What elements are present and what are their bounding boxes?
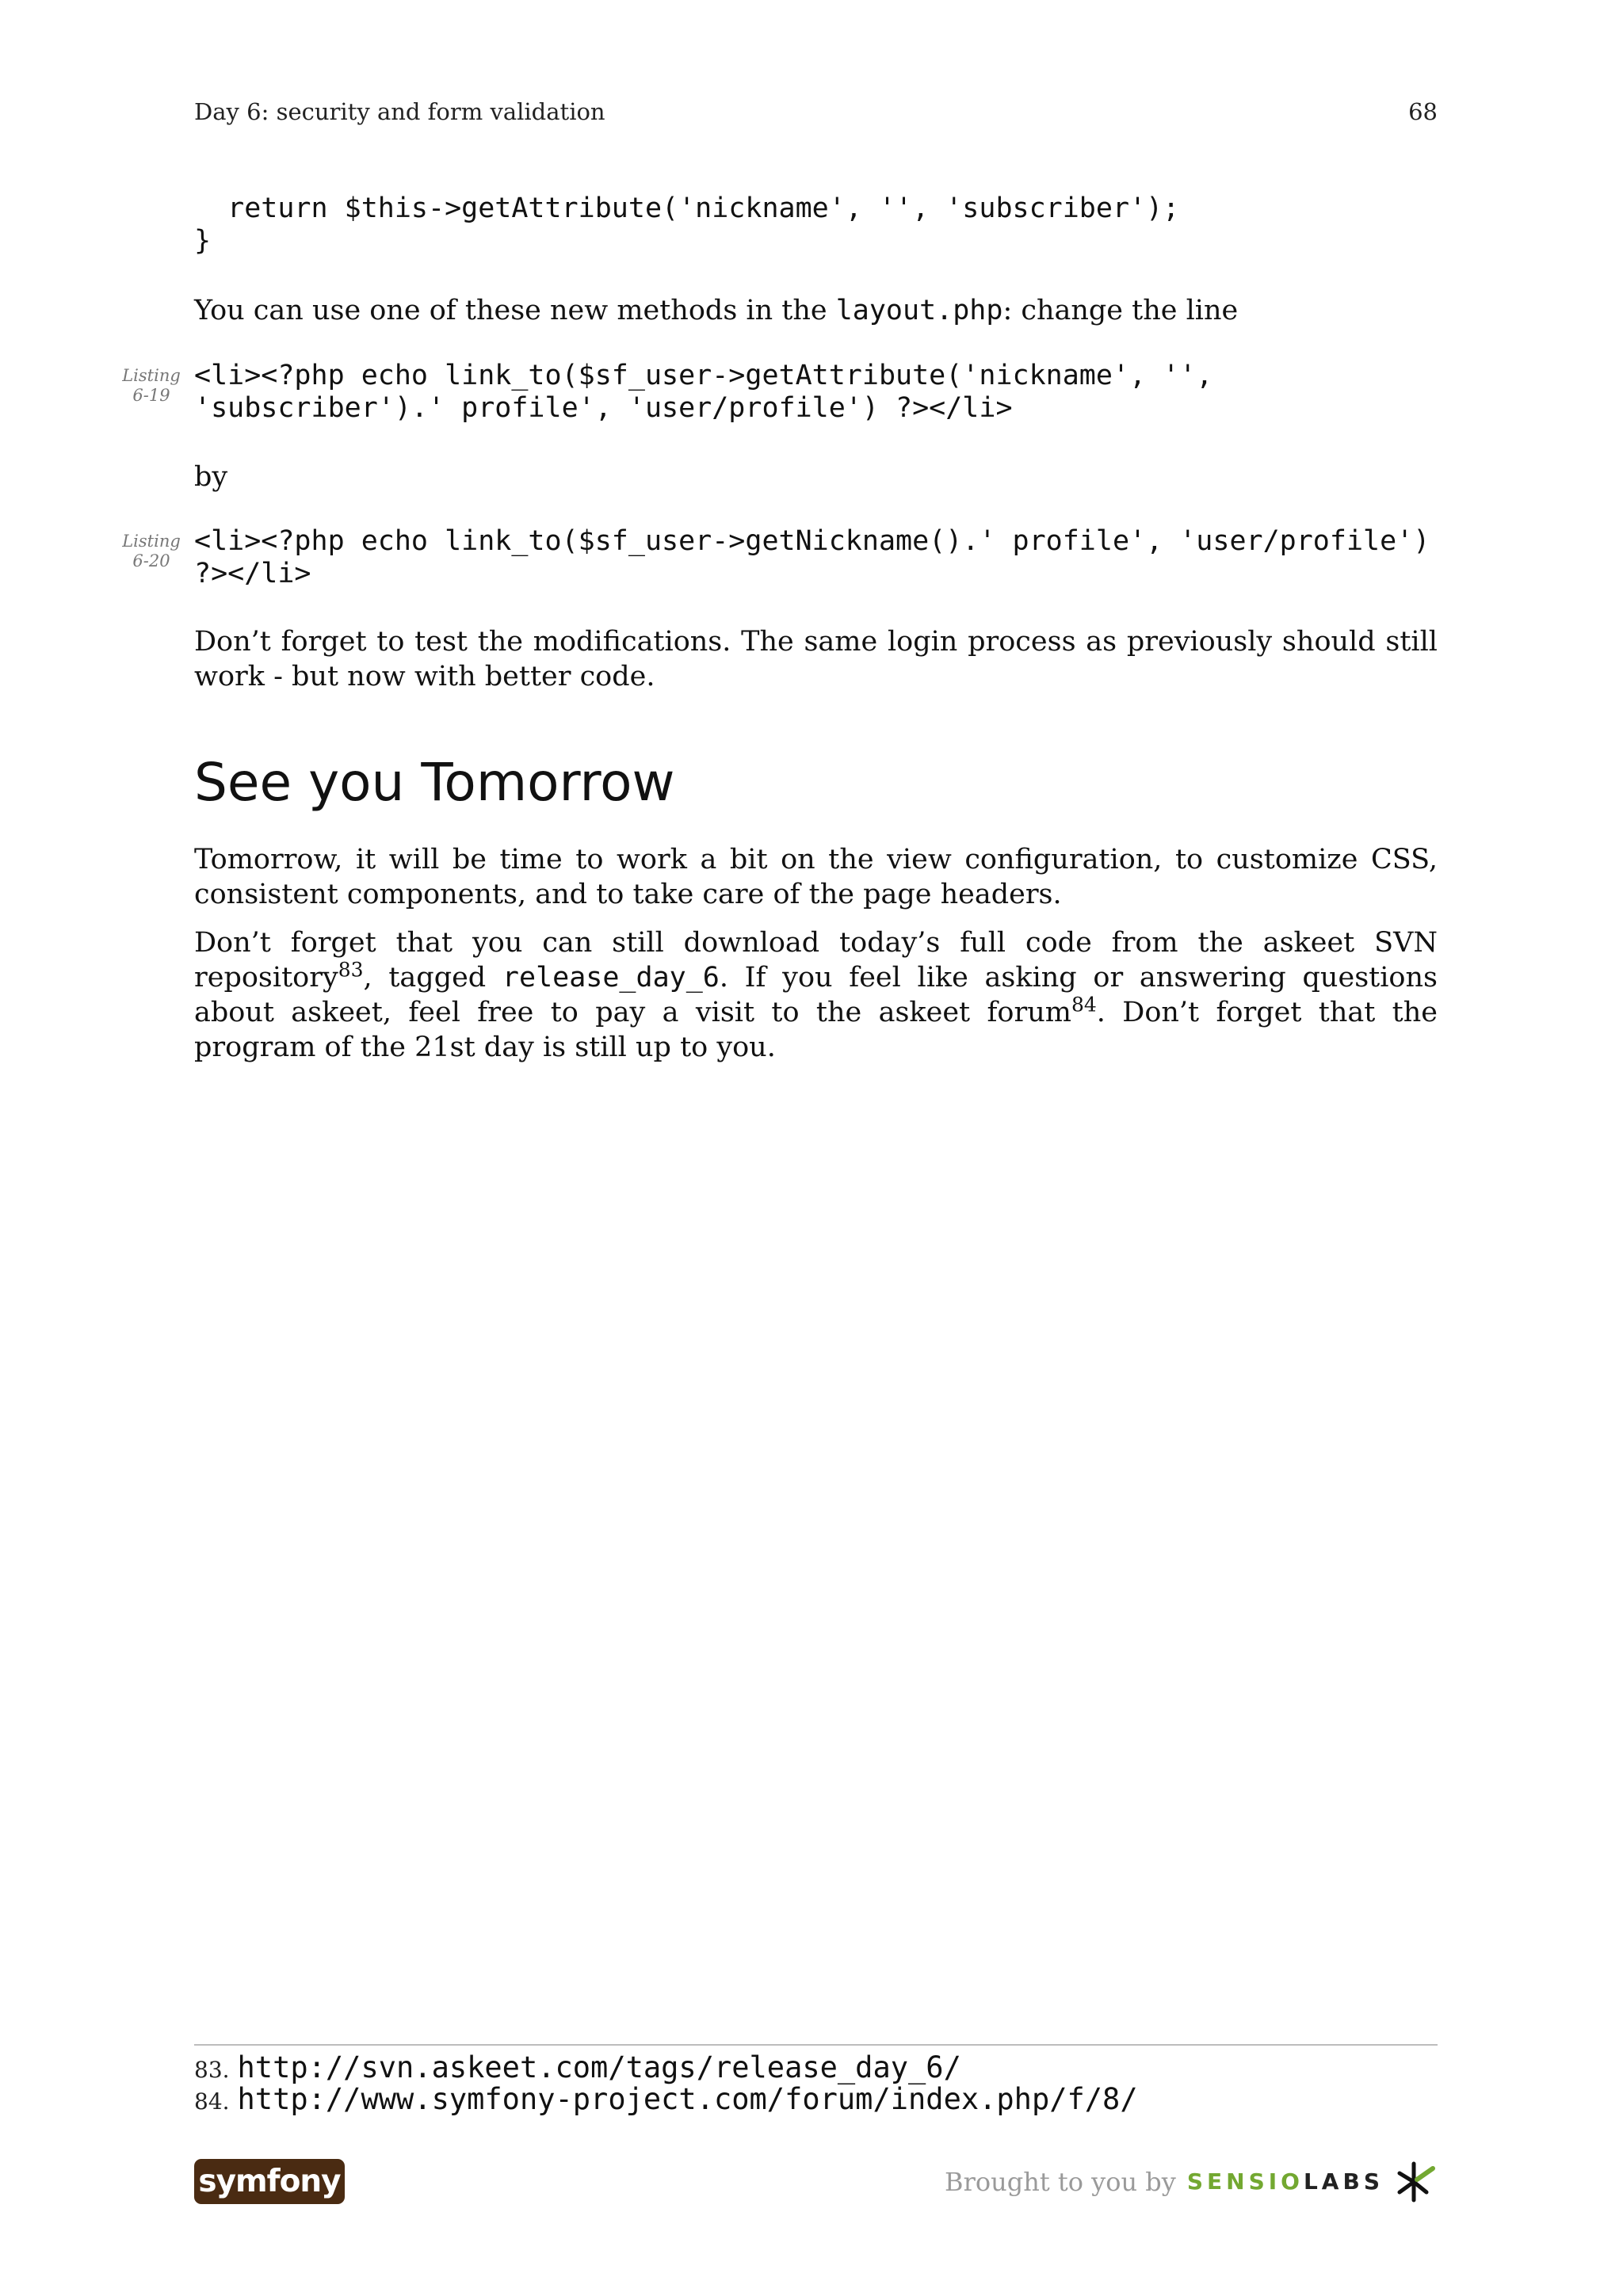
sensiolabs-star-icon [1395, 2161, 1438, 2203]
footnote-ref-84[interactable]: 84 [1071, 993, 1097, 1016]
symfony-logo: symfony [194, 2159, 345, 2204]
footer-credit [945, 2159, 1438, 2204]
code-line: <li><?php echo link_to($sf_user->getAttribute('nickname', '', [194, 360, 1213, 391]
footnote-84 [194, 2084, 1138, 2118]
listing-label-6-20: Listing 6-20 [122, 532, 181, 570]
listing-label-6-19: Listing 6-19 [122, 366, 181, 405]
section-heading: See you Tomorrow [194, 752, 675, 813]
footnote-link[interactable]: http://svn.askeet.com/tags/release_day_6/ [237, 2050, 961, 2084]
footnote-ref-83[interactable]: 83 [338, 958, 364, 982]
credit-text: Brought to you by [945, 2166, 1176, 2197]
sensiolabs-wordmark-labs: LABS [1303, 2168, 1384, 2195]
code-line: ?></li> [194, 558, 311, 589]
paragraph-tomorrow: Tomorrow, it will be time to work a bit on the view configuration, to customize CSS, consistent components, and to take care of the page headers. [194, 844, 1438, 910]
footnote-divider [194, 2044, 1438, 2046]
running-title: Day 6: security and form validation [194, 98, 605, 125]
footnote-number: 83. [194, 2057, 230, 2083]
paragraph-layout-intro: You can use one of these new methods in the layout.php: change the line [194, 295, 1239, 326]
sensiolabs-wordmark-sensio: SENSIO [1186, 2168, 1304, 2195]
code-block-top [194, 193, 1179, 257]
page-number: 68 [1408, 98, 1438, 125]
footnote-83 [194, 2052, 961, 2086]
paragraph-test-modifications: Don’t forget to test the modifications. The same login process as previously should still work - but now with better code. [194, 626, 1438, 692]
code-line: <li><?php echo link_to($sf_user->getNickname().' profile', 'user/profile') [194, 525, 1430, 557]
code-listing-6-20 [194, 525, 1430, 590]
paragraph-by: by [194, 461, 228, 493]
footnote-number: 84. [194, 2088, 230, 2115]
code-line: return $this->getAttribute('nickname', '', 'subscriber'); [194, 193, 1180, 224]
inline-code: release_day_6 [502, 962, 720, 994]
code-line: 'subscriber').' profile', 'user/profile') ?></li> [194, 392, 1013, 424]
code-listing-6-19 [194, 360, 1212, 425]
footnote-link[interactable]: http://www.symfony-project.com/forum/index.php/f/8/ [237, 2082, 1138, 2116]
code-line: } [194, 225, 212, 257]
inline-code: layout.php [835, 295, 1003, 326]
paragraph-download: Don’t forget that you can still download today’s full code from the askeet SVN repository$^{83}$, tagged release_day_6. If you feel like asking or answering questions about askeet, feel free to pay a visit to the askeet forum$^{84}$. Don’t forget that the program of the 21st day is still up to you. [194, 927, 1438, 1063]
